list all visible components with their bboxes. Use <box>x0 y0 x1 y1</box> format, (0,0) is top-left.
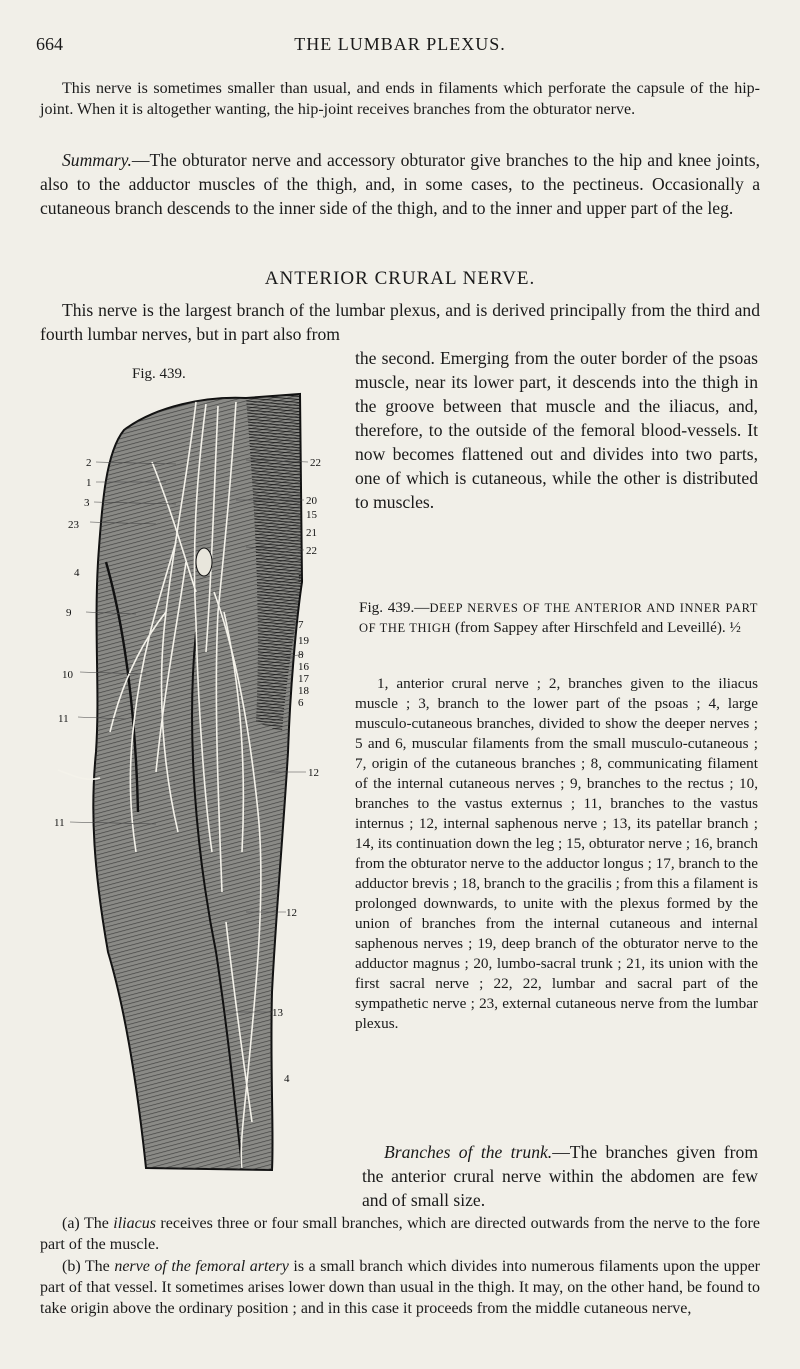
figure-number: 6 <box>298 697 304 709</box>
figure-number: 11 <box>58 713 69 725</box>
figure-number: 19 <box>298 635 309 647</box>
figure-number: 20 <box>306 495 317 507</box>
figure-number: 5 <box>298 573 304 585</box>
figure-number: 18 <box>298 685 309 697</box>
section-title: ANTERIOR CRURAL NERVE. <box>264 268 536 289</box>
figure-number: 7 <box>298 619 304 631</box>
item-a-marker: (a) <box>62 1215 80 1232</box>
item-b-text: is a small branch which divides into numerous filaments upon the upper part of that vessel. It sometimes arises lower down than usual in the thigh. It may, on the other hand, be found to take origin above the ordinary position ; and in this case it proceeds from the middle cutaneous nerve, <box>40 1258 761 1317</box>
figure-number: 16 <box>298 661 309 673</box>
branches-paragraph <box>362 1140 758 1212</box>
item-b-marker: (b) <box>62 1258 81 1275</box>
item-b-term: nerve of the femoral artery <box>114 1258 289 1275</box>
summary-paragraph <box>40 148 760 220</box>
figure-number: 21 <box>306 527 317 539</box>
figure-number: 4 <box>284 1073 290 1085</box>
figure-number: 13 <box>272 1007 283 1019</box>
figure-number: 15 <box>306 509 317 521</box>
figure-number: 8 <box>298 649 304 661</box>
caption-scale: ½ <box>729 619 741 636</box>
figure-number: 9 <box>66 607 72 619</box>
caption-title-caps: DEEP NERVES OF THE ANTERIOR AND INNER PART OF THE THIGH <box>359 601 758 635</box>
figure-reference-numbers-left <box>54 457 92 829</box>
figure-number: 1 <box>86 477 92 489</box>
branches-text: —The branches given from the anterior crural nerve within the abdomen are few and of small size. <box>362 1142 758 1210</box>
thigh-nerve-figure <box>46 392 336 1172</box>
main-paragraph-top: This nerve is the largest branch of the lumbar plexus, and is derived principally from the third and fourth lumbar nerves, but in part also from <box>40 300 760 344</box>
summary-text: —The obturator nerve and accessory obturator give branches to the hip and knee joints, also to the adductor muscles of the thigh, and, in some cases, to the pectineus. Occasionally a cutaneous branch descends to the inner side of the thigh, and to the inner and upper part of the leg. <box>40 150 760 218</box>
caption-source: (from Sappey after Hirschfeld and Leveillé). <box>451 619 726 636</box>
running-head: THE LUMBAR PLEXUS. <box>294 34 506 54</box>
figure-number: 12 <box>286 907 297 919</box>
caption-prefix: Fig. 439.— <box>359 599 430 616</box>
page-number: 664 <box>36 34 63 54</box>
figure-caption-body: 1, anterior crural nerve ; 2, branches given to the iliacus muscle ; 3, branch to the lower part of the psoas ; 4, large musculo-cutaneous branches, divided to show the deeper nerves ; 5 and 6, muscular filaments from the small musculo-cutaneous ; 7, origin of the cutaneous branches ; 8, communicating filament of the internal cutaneous nerves ; 9, branches to the rectus ; 10, branches to the vastus externus ; 11, branches to the vastus internus ; 12, internal saphenous nerve ; 13, its patellar branch ; 14, its continuation down the leg ; 15, obturator nerve ; 16, branch from the obturator nerve to the adductor longus ; 17, branch to the adductor brevis ; 18, branch to the gracilis ; from this a filament is prolonged downwards, to unite with the plexus formed by the union of branches from the internal cutaneous and internal saphenous nerves ; 19, deep branch of the obturator nerve to the adductor magnus ; 20, lumbo-sacral trunk ; 21, its union with the first sacral nerve ; 22, 22, lumbar and sacral part of the sympathetic nerve ; 23, external cutaneous nerve from the lumbar plexus. <box>355 675 758 1032</box>
figure-number: 3 <box>84 497 90 509</box>
item-a-pre: The <box>79 1215 114 1232</box>
branches-label: Branches of the trunk. <box>384 1142 553 1162</box>
figure-number: 23 <box>68 519 79 531</box>
figure-number: 22 <box>310 457 321 469</box>
item-b-pre: The <box>80 1258 115 1275</box>
figure-caption-title <box>355 598 758 638</box>
figure-number: 12 <box>308 767 319 779</box>
figure-number: 4 <box>74 567 80 579</box>
item-a-term: iliacus <box>113 1215 156 1232</box>
main-paragraph-side: the second. Emerging from the outer border of the psoas muscle, near its lower part, it descends into the thigh in the groove between that muscle and the iliacus, and, therefore, to the outside of the femoral blood-vessels. It now becomes flattened out and divides into two parts, one of which is cutaneous, while the other is distributed to muscles. <box>355 348 758 512</box>
intro-paragraph: This nerve is sometimes smaller than usual, and ends in filaments which perforate the capsule of the hip-joint. When it is altogether wanting, the hip-joint receives branches from the obturator nerve. <box>40 80 760 118</box>
figure-number: 22 <box>306 545 317 557</box>
page-header <box>36 34 764 58</box>
item-b-paragraph <box>40 1256 760 1319</box>
item-a-paragraph <box>40 1213 760 1255</box>
figure-number: 11 <box>54 817 65 829</box>
item-a-text: receives three or four small branches, which are directed outwards from the nerve to the fore part of the muscle. <box>40 1215 760 1253</box>
figure-number: 17 <box>298 673 309 685</box>
summary-label: Summary. <box>62 150 132 170</box>
figure-label: Fig. 439. <box>132 366 186 382</box>
figure-number: 2 <box>86 457 92 469</box>
figure-number: 10 <box>62 669 73 681</box>
